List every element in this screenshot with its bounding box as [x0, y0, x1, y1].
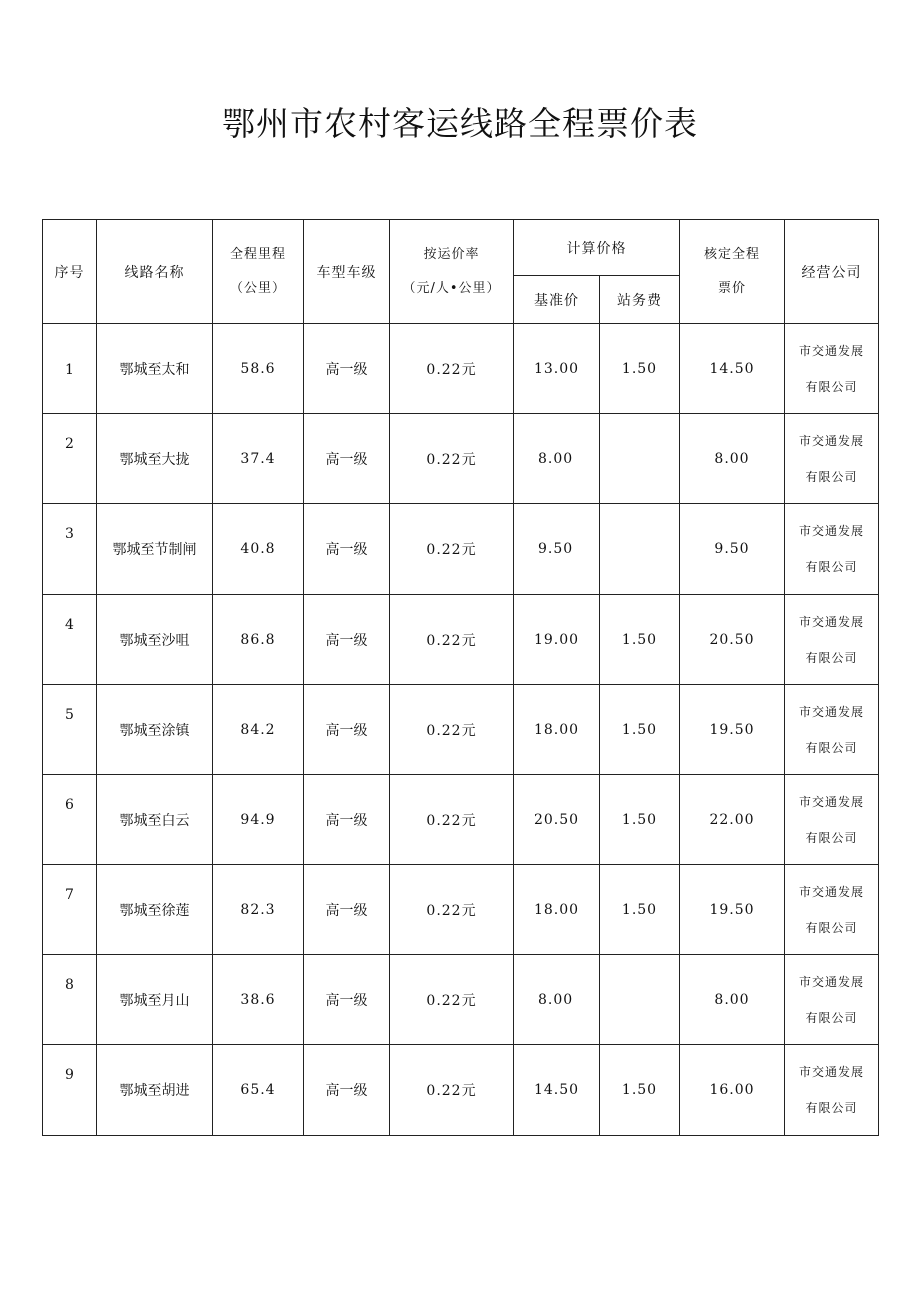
row-company-line1: 市交通发展 [798, 1065, 864, 1079]
row-company-cell [785, 955, 879, 1045]
header-base: 基准价 [514, 276, 600, 324]
header-company: 经营公司 [785, 220, 879, 324]
row-route: 鄂城至徐莲 [97, 865, 213, 955]
row-distance: 84.2 [213, 685, 304, 775]
row-route: 鄂城至沙咀 [97, 595, 213, 685]
row-base: 8.00 [514, 955, 600, 1045]
row-base: 18.00 [514, 865, 600, 955]
row-distance: 37.4 [213, 414, 304, 504]
header-rate-line1: 按运价率 [423, 246, 480, 262]
row-distance: 94.9 [213, 775, 304, 865]
row-seq: 8 [65, 977, 74, 993]
row-distance: 86.8 [213, 595, 304, 685]
header-seq: 序号 [43, 220, 97, 324]
row-seq-cell [43, 865, 97, 955]
row-vehicle: 高一级 [304, 865, 390, 955]
header-distance-line1: 全程里程 [229, 246, 286, 262]
row-seq: 7 [65, 887, 74, 903]
row-company-line2: 有限公司 [805, 920, 858, 935]
table-row [43, 865, 879, 955]
row-seq-cell [43, 414, 97, 504]
row-company-cell [785, 775, 879, 865]
row-route: 鄂城至白云 [97, 775, 213, 865]
row-vehicle: 高一级 [304, 595, 390, 685]
row-seq: 6 [65, 797, 74, 813]
row-seq: 5 [65, 707, 74, 723]
row-fee: 1.50 [600, 685, 680, 775]
table-row [43, 1045, 879, 1136]
row-total: 8.00 [680, 414, 785, 504]
row-vehicle: 高一级 [304, 414, 390, 504]
row-company-cell [785, 685, 879, 775]
row-rate: 0.22元 [390, 595, 514, 685]
row-company-line1: 市交通发展 [798, 433, 864, 448]
row-vehicle: 高一级 [304, 685, 390, 775]
row-fee: 1.50 [600, 595, 680, 685]
row-rate: 0.22元 [390, 955, 514, 1045]
row-company-cell [785, 414, 879, 504]
row-total: 19.50 [680, 865, 785, 955]
row-seq-cell [43, 1045, 97, 1136]
header-approved-line2: 票价 [717, 280, 746, 296]
header-approved-line1: 核定全程 [703, 246, 760, 262]
row-rate: 0.22元 [390, 324, 514, 414]
table-row [43, 324, 879, 414]
row-seq: 4 [65, 617, 74, 633]
row-fee [600, 955, 680, 1045]
table-row [43, 414, 879, 504]
row-seq-cell [43, 775, 97, 865]
row-company-line2: 有限公司 [805, 469, 858, 484]
row-distance: 38.6 [213, 955, 304, 1045]
row-rate: 0.22元 [390, 414, 514, 504]
row-route: 鄂城至涂镇 [97, 685, 213, 775]
header-distance [213, 220, 304, 324]
table-row [43, 775, 879, 865]
row-route: 鄂城至月山 [97, 955, 213, 1045]
row-total: 20.50 [680, 595, 785, 685]
row-company-cell [785, 504, 879, 595]
row-base: 20.50 [514, 775, 600, 865]
table-row [43, 595, 879, 685]
row-seq-cell [43, 595, 97, 685]
row-company-line1: 市交通发展 [798, 343, 864, 358]
row-seq: 1 [65, 362, 74, 378]
row-base: 19.00 [514, 595, 600, 685]
row-vehicle: 高一级 [304, 324, 390, 414]
row-seq-cell [43, 685, 97, 775]
row-seq-cell [43, 324, 97, 414]
row-rate: 0.22元 [390, 504, 514, 595]
row-seq: 3 [65, 526, 74, 542]
row-company-cell [785, 1045, 879, 1136]
row-distance: 40.8 [213, 504, 304, 595]
header-route: 线路名称 [97, 220, 213, 324]
row-fee: 1.50 [600, 1045, 680, 1136]
row-vehicle: 高一级 [304, 955, 390, 1045]
row-route: 鄂城至节制闸 [97, 504, 213, 595]
row-company-line2: 有限公司 [805, 379, 858, 394]
row-company-line1: 市交通发展 [798, 794, 864, 809]
row-fee [600, 504, 680, 595]
row-company-line1: 市交通发展 [798, 524, 864, 538]
header-station-fee: 站务费 [600, 276, 680, 324]
row-company-cell [785, 595, 879, 685]
table-row [43, 504, 879, 595]
row-base: 18.00 [514, 685, 600, 775]
row-vehicle: 高一级 [304, 504, 390, 595]
row-company-line2: 有限公司 [805, 740, 858, 755]
row-company-line1: 市交通发展 [798, 974, 864, 989]
row-base: 8.00 [514, 414, 600, 504]
row-company-line2: 有限公司 [805, 830, 858, 845]
row-company-line2: 有限公司 [805, 650, 858, 665]
row-fee: 1.50 [600, 865, 680, 955]
row-route: 鄂城至胡进 [97, 1045, 213, 1136]
row-distance: 65.4 [213, 1045, 304, 1136]
header-rate [390, 220, 514, 324]
row-seq: 2 [65, 436, 74, 452]
row-route: 鄂城至大拢 [97, 414, 213, 504]
row-company-line1: 市交通发展 [798, 614, 864, 629]
row-distance: 82.3 [213, 865, 304, 955]
row-company-cell [785, 865, 879, 955]
row-total: 19.50 [680, 685, 785, 775]
header-calc: 计算价格 [514, 220, 680, 276]
row-base: 9.50 [514, 504, 600, 595]
header-vehicle: 车型车级 [304, 220, 390, 324]
row-company-line2: 有限公司 [805, 1010, 858, 1025]
row-total: 22.00 [680, 775, 785, 865]
row-total: 8.00 [680, 955, 785, 1045]
row-rate: 0.22元 [390, 1045, 514, 1136]
row-distance: 58.6 [213, 324, 304, 414]
row-rate: 0.22元 [390, 775, 514, 865]
header-distance-line2: （公里） [229, 280, 286, 296]
row-fee: 1.50 [600, 324, 680, 414]
row-base: 13.00 [514, 324, 600, 414]
row-vehicle: 高一级 [304, 1045, 390, 1136]
table-row [43, 685, 879, 775]
header-row-1 [43, 220, 879, 276]
row-fee: 1.50 [600, 775, 680, 865]
row-rate: 0.22元 [390, 865, 514, 955]
row-total: 9.50 [680, 504, 785, 595]
row-company-line2: 有限公司 [805, 1101, 858, 1115]
row-company-line1: 市交通发展 [798, 884, 864, 899]
row-seq-cell [43, 955, 97, 1045]
row-fee [600, 414, 680, 504]
row-company-line1: 市交通发展 [798, 704, 864, 719]
row-seq: 9 [65, 1067, 74, 1083]
row-company-cell [785, 324, 879, 414]
table-row [43, 955, 879, 1045]
row-route: 鄂城至太和 [97, 324, 213, 414]
row-base: 14.50 [514, 1045, 600, 1136]
row-company-line2: 有限公司 [805, 560, 858, 574]
page-title: 鄂州市农村客运线路全程票价表 [222, 104, 698, 143]
row-vehicle: 高一级 [304, 775, 390, 865]
row-total: 16.00 [680, 1045, 785, 1136]
fare-table [42, 219, 879, 1136]
row-rate: 0.22元 [390, 685, 514, 775]
header-rate-line2: （元/人•公里） [402, 280, 501, 296]
row-total: 14.50 [680, 324, 785, 414]
row-seq-cell [43, 504, 97, 595]
header-approved [680, 220, 785, 324]
